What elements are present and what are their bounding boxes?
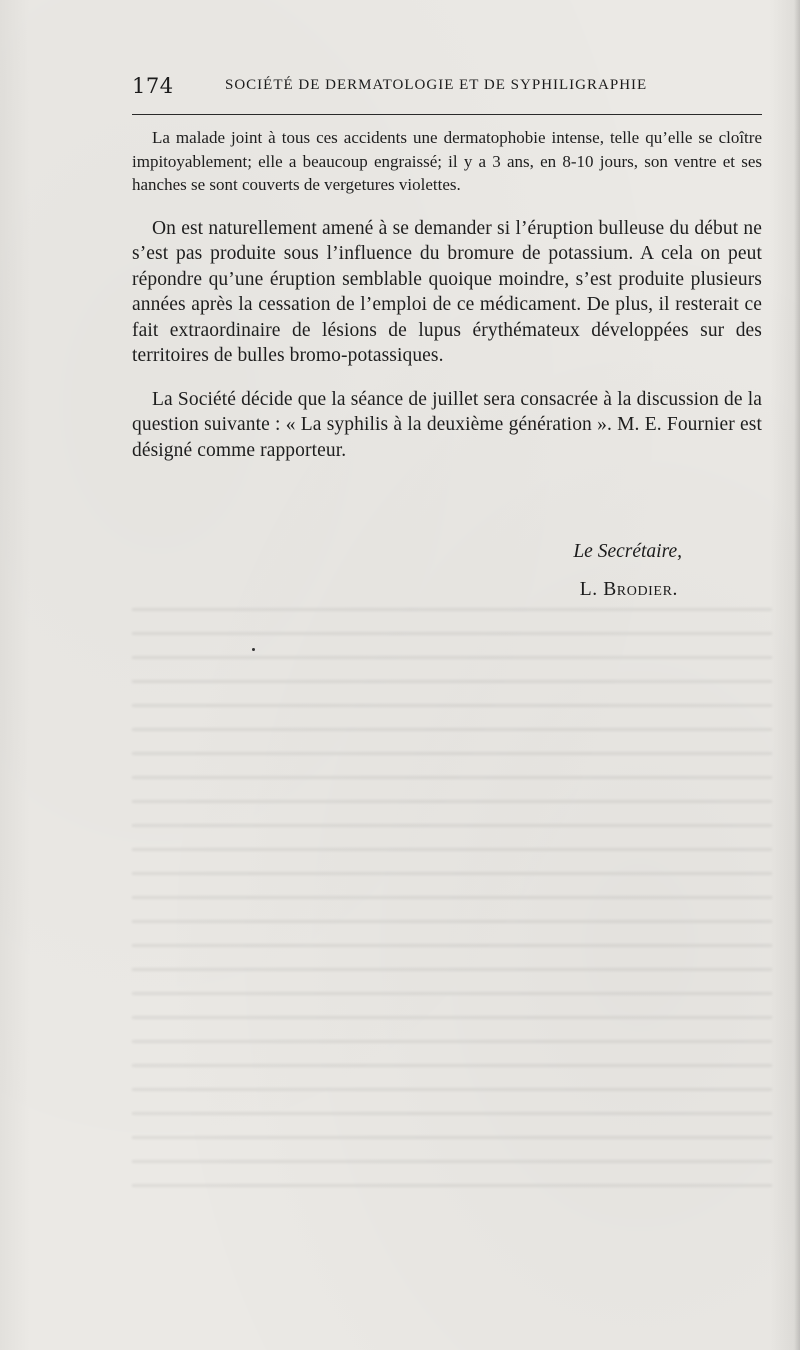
page-number: 174 [132, 74, 174, 98]
signature-title: Le Secrétaire, [573, 541, 682, 562]
signature-name: L. Brodier. [579, 579, 678, 600]
header-rule [132, 114, 762, 115]
page-edge-shadow [794, 0, 800, 1350]
paragraph-case-description: La malade joint à tous ces accidents une dermatophobie intense, telle qu’elle se cloître impitoyablement; elle a beaucoup engraissé; il y a 3 ans, en 8-10 jours, son ventre et ses hanches se sont couverts de vergetures violettes. [132, 128, 762, 194]
page-header [132, 74, 762, 106]
running-title: SOCIÉTÉ DE DERMATOLOGIE ET DE SYPHILIGRAPHIE [225, 77, 648, 93]
show-through-text [132, 600, 772, 1200]
ink-speck [252, 648, 255, 651]
paragraph-society-decision: La Société décide que la séance de juillet sera consacrée à la discussion de la question suivante : « La syphilis à la deuxième génération ». M. E. Fournier est désigné comme rapporteur. [132, 388, 762, 461]
paragraph-discussion: On est naturellement amené à se demander si l’éruption bulleuse du début ne s’est pas produite sous l’influence du bromure de potassium. A cela on peut répondre qu’une éruption semblable quoique moindre, s’est produite plusieurs années après la cessation de l’emploi de ce médicament. De plus, il resterait ce fait extraordinaire de lésions de lupus érythémateux développées sur des territoires de bulles bromo-potassiques. [132, 217, 762, 366]
body-text [132, 126, 762, 481]
